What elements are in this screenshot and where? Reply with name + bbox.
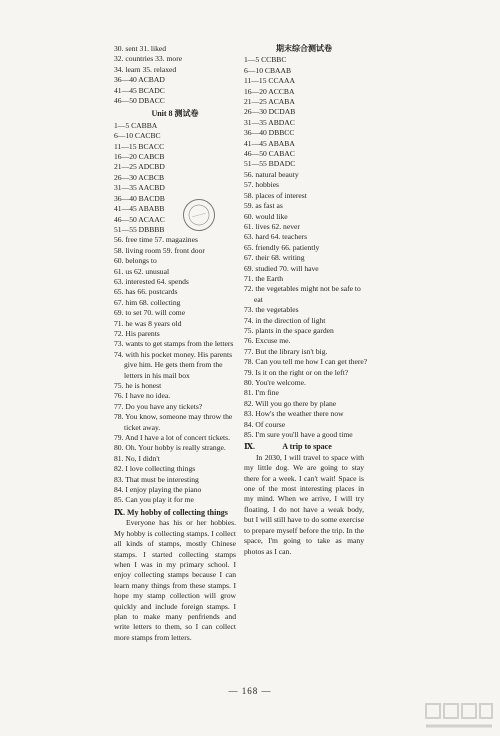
answer-line: 85. Can you play it for me <box>114 495 194 505</box>
answer-line: 81. No, I didn't <box>114 453 160 463</box>
answer-line: 11—15 BCACC <box>114 141 165 151</box>
answer-line: 31—35 ABDAC <box>244 117 295 127</box>
answer-line: 63. hard 64. teachers <box>244 232 308 242</box>
final-test-title: 期末综合测试卷 <box>276 44 332 53</box>
answer-line: 16—20 CABCB <box>114 152 165 162</box>
answer-line: 69. studied 70. will have <box>244 263 319 273</box>
answer-line: 78. Can you tell me how I can get there? <box>244 357 368 367</box>
right-column <box>244 44 368 557</box>
answer-line: 83. That must be interesting <box>114 474 199 484</box>
answer-line: 36—40 ACBAD <box>114 75 165 85</box>
answer-line: 83. How's the weather there now <box>244 409 344 419</box>
answer-line: 72. His parents <box>114 328 160 338</box>
watermark-logo-icon <box>424 700 494 732</box>
answer-line: 72. the vegetables might not be safe to <box>244 284 361 294</box>
answer-line: 63. interested 64. spends <box>114 276 189 286</box>
answer-line: 57. hobbies <box>244 180 280 190</box>
answer-line: 71. he was 8 years old <box>114 318 182 328</box>
answer-line: 41—45 ABABA <box>244 138 295 148</box>
answer-line: 74. in the direction of light <box>244 315 326 325</box>
answer-line-continued: eat <box>254 294 263 304</box>
answer-line: 58. places of interest <box>244 190 307 200</box>
answer-line: 67. him 68. collecting <box>114 297 181 307</box>
answer-line: 1—5 CABBA <box>114 120 158 130</box>
final-test-answers <box>244 55 368 440</box>
answer-line: 41—45 BCADC <box>114 85 165 95</box>
answer-line: 30. sent 31. liked <box>114 44 167 53</box>
seal-icon <box>183 199 215 231</box>
essay-hobby: Everyone has his or her hobbies. My hobby is collecting stamps. I collect all kinds of stamps, mostly Chinese stamps. I started collecting stamps when I was in my primary school. I enjoy collecting stamps because I can learn many things from these stamps. I hope my stamp collection will grow quickly and include foreign stamps. I plan to make many penfriends and write letters to them, so I can collect more stamps from letters. <box>114 518 236 642</box>
answer-line: 46—50 ACAAC <box>114 214 165 224</box>
unit8-answers <box>114 121 236 506</box>
answer-line: 59. as fast as <box>244 201 283 211</box>
essay-space: In 2030, I will travel to space with my little dog. We are going to stay there for a week. I can't wait! Space is one of the most interesting places in my mind. When we arrive, I will try floating. I do not have a weak body, but I will still have to do some exercise to prepare myself before the trip. In the space, I'm going to take as many photos as I can. <box>244 452 364 556</box>
answer-line: 56. natural beauty <box>244 169 299 179</box>
answer-line: 67. their 68. writing <box>244 253 305 263</box>
answer-line: 74. with his pocket money. His parents <box>114 349 233 359</box>
answer-line-continued: give him. He gets them from the <box>124 360 223 370</box>
answer-line: 16—20 ACCBA <box>244 86 295 96</box>
answer-line: 6—10 CACBC <box>114 131 161 141</box>
answer-line: 65. friendly 66. patiently <box>244 242 320 252</box>
unit7-tail-answers <box>114 44 236 106</box>
essay-number: Ⅸ. <box>244 442 256 452</box>
answer-line: 76. I have no idea. <box>114 391 171 401</box>
answer-line-continued: ticket away. <box>124 422 161 432</box>
answer-line: 76. Excuse me. <box>244 336 291 346</box>
answer-line: 80. You're welcome. <box>244 378 306 387</box>
answer-line: 6—10 CBAAB <box>244 65 292 75</box>
answer-line: 26—30 DCDAB <box>244 107 296 117</box>
answer-line: 21—25 ACABA <box>244 97 295 107</box>
answer-line: 77. But the library isn't big. <box>244 346 328 356</box>
answer-line: 84. I enjoy playing the piano <box>114 485 202 495</box>
page-number: — 168 — <box>228 686 272 696</box>
answer-line: 65. has 66. postcards <box>114 287 178 297</box>
answer-line: 85. I'm sure you'll have a good time <box>244 430 353 440</box>
answer-line: 75. plants in the space garden <box>244 325 334 335</box>
answer-line: 60. would like <box>244 211 288 221</box>
answer-line: 69. to set 70. will come <box>114 308 186 318</box>
answer-line-continued: letters in his mail box <box>124 370 190 380</box>
answer-line: 56. free time 57. magazines <box>114 235 198 245</box>
essay-heading-space <box>244 442 364 452</box>
answer-line: 36—40 DBBCC <box>244 128 295 138</box>
answer-line: 79. Is it on the right or on the left? <box>244 367 349 377</box>
answer-line: 11—15 CCAAA <box>244 76 295 86</box>
answer-line: 32. countries 33. more <box>114 54 183 64</box>
answer-line: 82. I love collecting things <box>114 464 196 474</box>
answer-line: 78. You know, someone may throw the <box>114 412 233 422</box>
answer-line: 60. belongs to <box>114 256 157 266</box>
essay-title-space: A trip to space <box>282 442 332 452</box>
answer-line: 46—50 DBACC <box>114 96 165 106</box>
essay-title-hobby: Ⅸ. My hobby of collecting things <box>114 507 228 517</box>
answer-line: 58. living room 59. front door <box>114 245 205 255</box>
answer-line: 51—55 BDADC <box>244 159 296 169</box>
answer-line: 84. Of course <box>244 419 286 429</box>
unit8-test-title: Unit 8 测试卷 <box>151 109 199 119</box>
answer-line: 71. the Earth <box>244 273 284 283</box>
answer-line: 34. learn 35. relaxed <box>114 64 177 74</box>
answer-line: 81. I'm fine <box>244 388 279 398</box>
answer-line: 51—55 DBBBB <box>114 224 165 234</box>
answer-line: 31—35 AACBD <box>114 183 165 193</box>
answer-line: 46—50 CABAC <box>244 149 295 159</box>
answer-line: 21—25 ADCBD <box>114 162 165 172</box>
answer-line: 82. Will you go there by plane <box>244 398 337 408</box>
answer-line: 77. Do you have any tickets? <box>114 401 203 411</box>
left-column <box>114 44 236 643</box>
answer-line: 73. the vegetables <box>244 305 299 315</box>
answer-line: 73. wants to get stamps from the letters <box>114 339 234 349</box>
answer-line: 1—5 CCBBC <box>244 55 287 65</box>
answer-line: 26—30 ACBCB <box>114 172 165 182</box>
answer-line: 41—45 ABABB <box>114 204 165 214</box>
answer-line: 61. lives 62. never <box>244 221 300 231</box>
answer-line: 75. he is honest <box>114 381 162 390</box>
answer-line: 36—40 BACDB <box>114 193 165 203</box>
answer-line: 79. And I have a lot of concert tickets. <box>114 433 230 443</box>
answer-line: 80. Oh. Your hobby is really strange. <box>114 443 226 453</box>
answer-line: 61. us 62. unusual <box>114 266 170 276</box>
